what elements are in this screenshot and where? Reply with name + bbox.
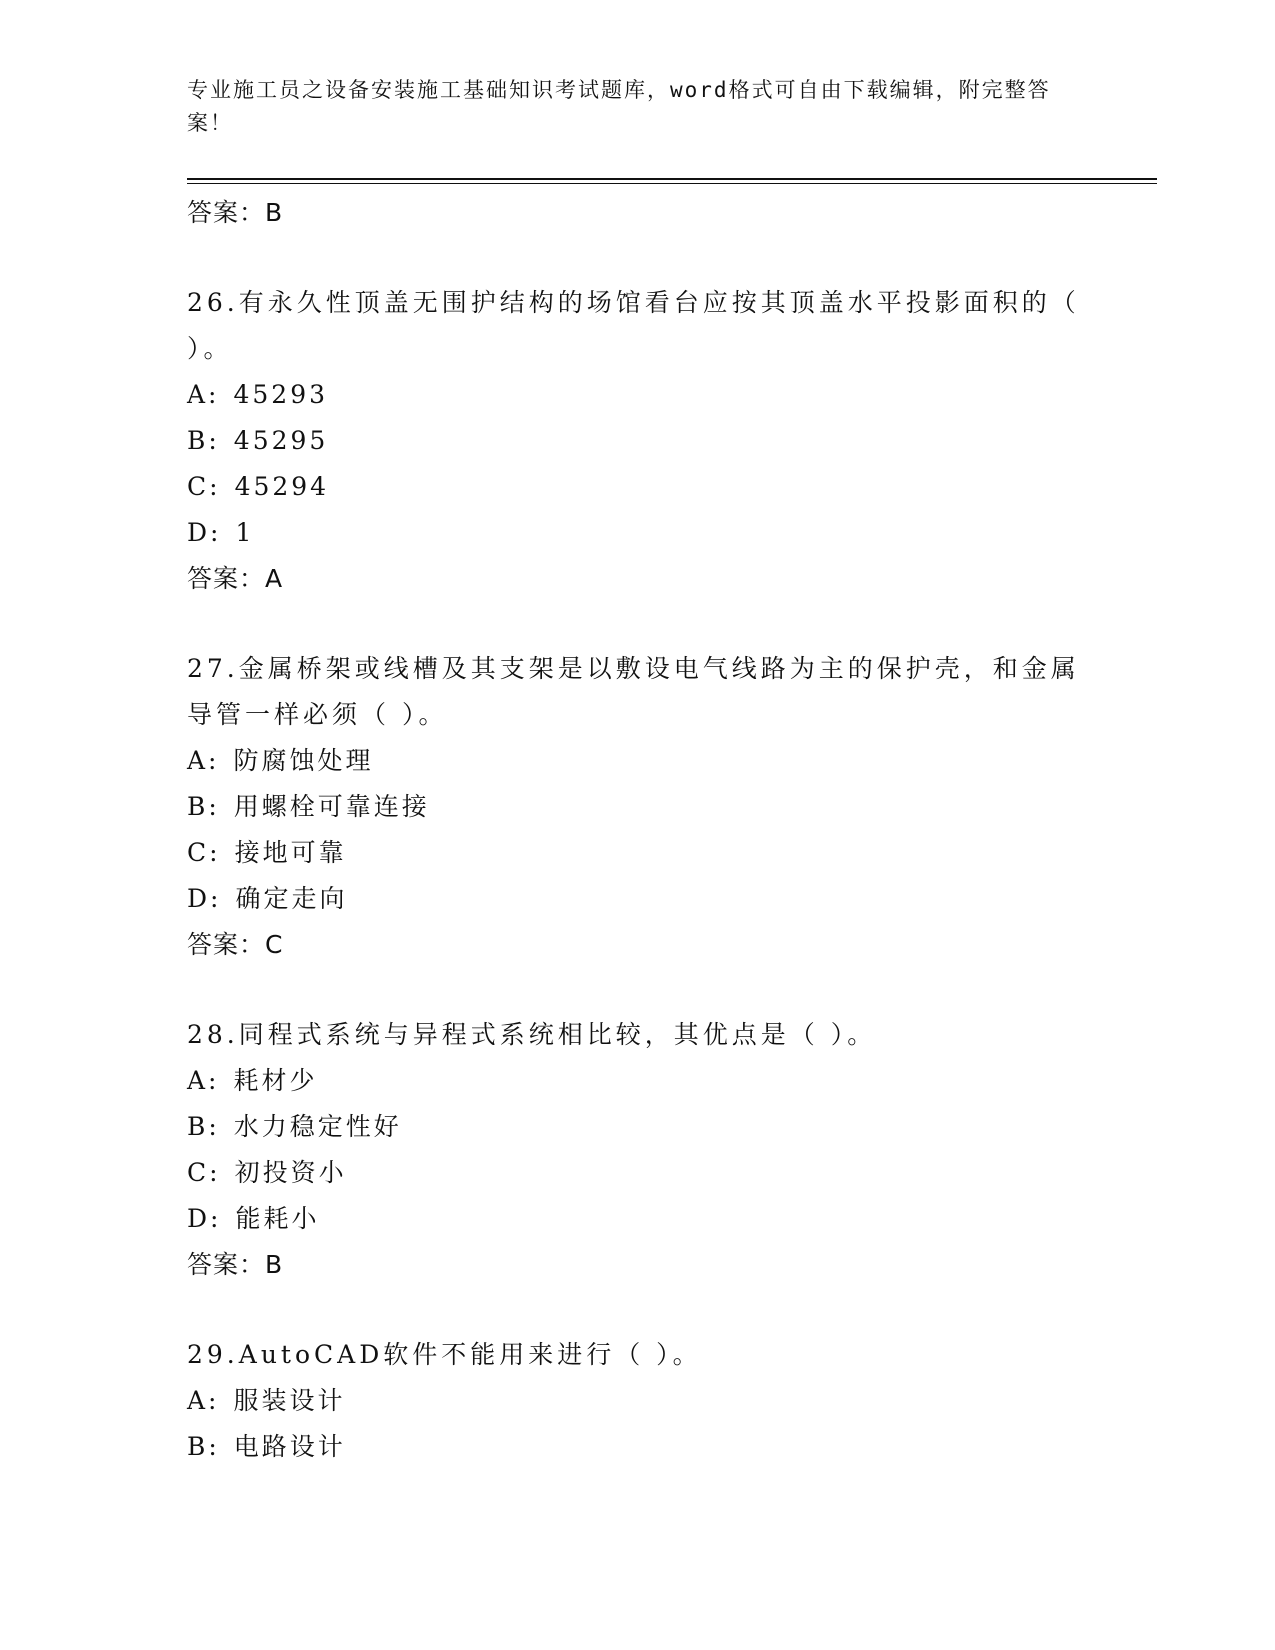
option-value: 电路设计 xyxy=(233,1432,346,1461)
option-key: C: xyxy=(187,1158,221,1187)
option-key: C: xyxy=(187,838,221,867)
option-value: 水力稳定性好 xyxy=(233,1112,402,1141)
question-list xyxy=(187,190,1087,1470)
option-b xyxy=(187,418,1087,464)
question-item xyxy=(187,1332,1087,1470)
option-value: 45293 xyxy=(233,380,329,409)
option-value: 防腐蚀处理 xyxy=(233,746,374,775)
option-key: A: xyxy=(187,1066,220,1095)
option-value: 用螺栓可靠连接 xyxy=(233,792,430,821)
option-key: D: xyxy=(187,518,222,547)
option-key: B: xyxy=(187,1112,220,1141)
option-value: 服装设计 xyxy=(233,1386,346,1415)
option-key: B: xyxy=(187,1432,220,1461)
answer-line: 答案：C xyxy=(187,930,284,959)
option-key: D: xyxy=(187,1204,222,1233)
option-value: 接地可靠 xyxy=(234,838,347,867)
option-a xyxy=(187,1058,1087,1104)
option-key: A: xyxy=(187,746,220,775)
option-value: 耗材少 xyxy=(233,1066,318,1095)
answer-line: 答案：A xyxy=(187,564,284,593)
option-value: 45295 xyxy=(233,426,329,455)
option-value: 初投资小 xyxy=(234,1158,347,1187)
option-c xyxy=(187,1150,1087,1196)
option-key: B: xyxy=(187,426,220,455)
option-value: 确定走向 xyxy=(235,884,348,913)
option-key: A: xyxy=(187,380,220,409)
option-key: A: xyxy=(187,1386,220,1415)
question-text: 26.有永久性顶盖无围护结构的场馆看台应按其顶盖水平投影面积的（ ）。 xyxy=(187,288,1080,363)
option-value: 能耗小 xyxy=(235,1204,320,1233)
answer-line: 答案：B xyxy=(187,1250,284,1279)
option-a xyxy=(187,738,1087,784)
question-text: 29.AutoCAD软件不能用来进行（ ）。 xyxy=(187,1340,702,1369)
option-key: B: xyxy=(187,792,220,821)
option-b xyxy=(187,1104,1087,1150)
option-value: 1 xyxy=(235,518,255,547)
question-text: 27.金属桥架或线槽及其支架是以敷设电气线路为主的保护壳，和金属导管一样必须（ ）。 xyxy=(187,654,1080,729)
option-d xyxy=(187,510,1087,556)
question-text: 28.同程式系统与异程式系统相比较，其优点是（ ）。 xyxy=(187,1020,877,1049)
option-c xyxy=(187,830,1087,876)
option-key: D: xyxy=(187,884,222,913)
option-a xyxy=(187,1378,1087,1424)
option-a xyxy=(187,372,1087,418)
option-value: 45294 xyxy=(234,472,330,501)
option-b xyxy=(187,1424,1087,1470)
option-d xyxy=(187,876,1087,922)
option-b xyxy=(187,784,1087,830)
question-item xyxy=(187,1012,1087,1288)
option-c xyxy=(187,464,1087,510)
question-item xyxy=(187,280,1087,602)
question-item xyxy=(187,646,1087,968)
document-header: 专业施工员之设备安装施工基础知识考试题库，word格式可自由下载编辑，附完整答案！ xyxy=(187,78,1051,135)
header-divider xyxy=(187,178,1157,184)
option-d xyxy=(187,1196,1087,1242)
answer-line: 答案：B xyxy=(187,198,284,227)
option-key: C: xyxy=(187,472,221,501)
